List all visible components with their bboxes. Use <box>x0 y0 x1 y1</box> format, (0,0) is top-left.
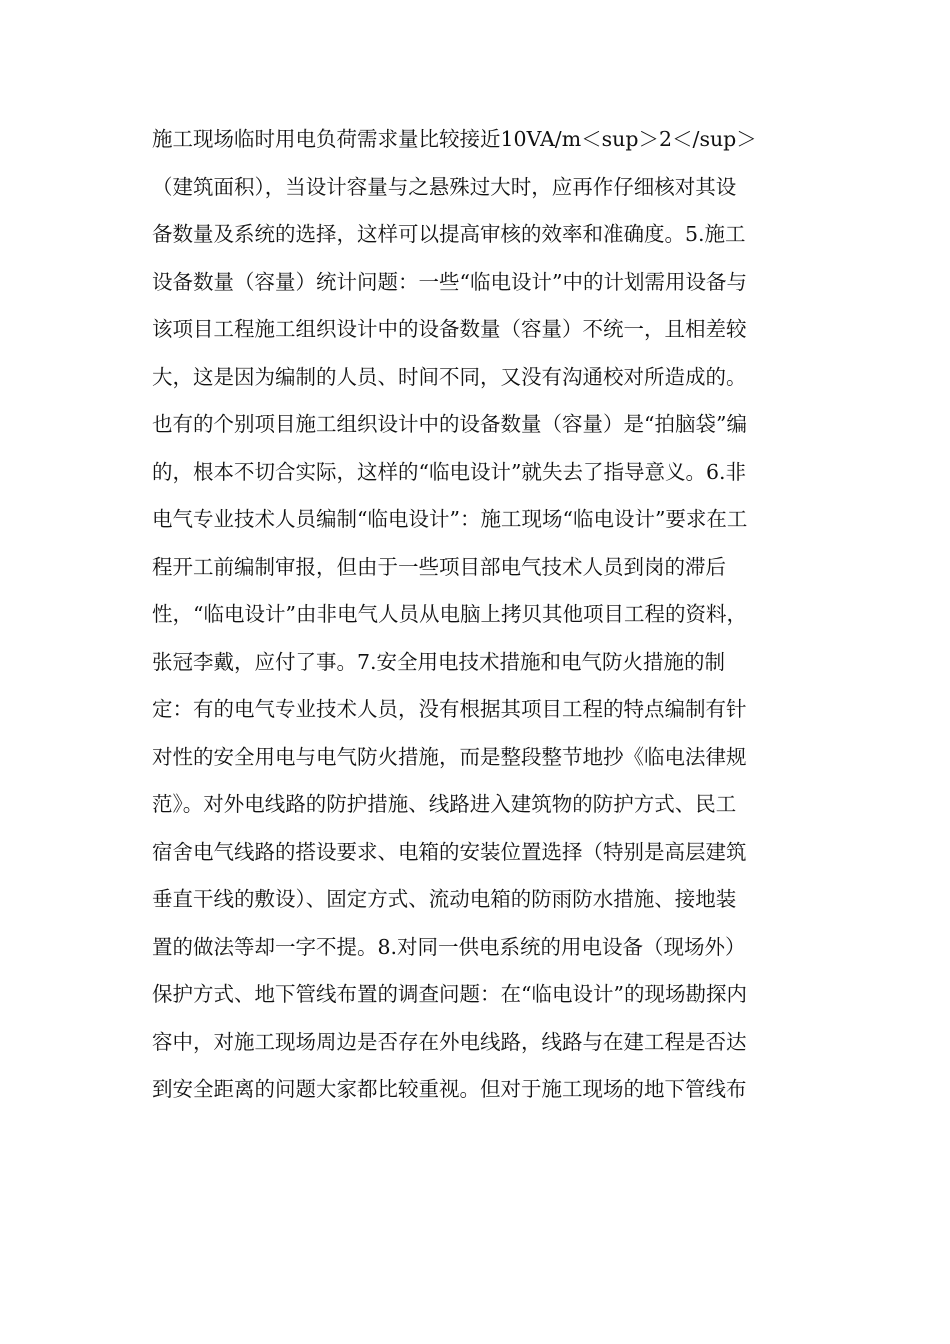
text-line: 范》。对外电线路的防护措施、线路进入建筑物的防护方式、民工 <box>152 792 737 816</box>
text-line: 电气专业技术人员编制“临电设计”：施工现场“临电设计”要求在工 <box>152 507 748 531</box>
text-line: 到安全距离的问题大家都比较重视。但对于施工现场的地下管线布 <box>152 1077 747 1101</box>
text-line: 垂直干线的敷设）、固定方式、流动电箱的防雨防水措施、接地装 <box>152 887 737 911</box>
text-line: 大，这是因为编制的人员、时间不同，又没有沟通校对所造成的。 <box>152 364 747 389</box>
text-line: 施工现场临时用电负荷需求量比较接近10VA/m＜sup＞2＜/sup＞ <box>152 127 757 151</box>
text-line: 置的做法等却一字不提。8.对同一供电系统的用电设备（现场外） <box>152 934 746 959</box>
text-line: 定：有的电气专业技术人员，没有根据其项目工程的特点编制有针 <box>152 697 747 721</box>
text-line: 张冠李戴，应付了事。7.安全用电技术措施和电气防火措施的制 <box>152 649 726 674</box>
text-line: （建筑面积），当设计容量与之悬殊过大时，应再作仔细核对其设 <box>152 174 737 199</box>
text-line: 也有的个别项目施工组织设计中的设备数量（容量）是“拍脑袋”编 <box>152 412 747 436</box>
text-line: 容中，对施工现场周边是否存在外电线路，线路与在建工程是否达 <box>152 1029 747 1054</box>
text-line: 保护方式、地下管线布置的调查问题：在“临电设计”的现场勘探内 <box>152 982 747 1006</box>
text-line: 该项目工程施工组织设计中的设备数量（容量）不统一，且相差较 <box>152 317 747 341</box>
text-line: 设备数量（容量）统计问题：一些“临电设计”中的计划需用设备与 <box>152 269 747 294</box>
text-line: 宿舍电气线路的搭设要求、电箱的安装位置选择（特别是高层建筑 <box>152 839 747 864</box>
text-line: 对性的安全用电与电气防火措施，而是整段整节地抄《临电法律规 <box>152 744 747 769</box>
text-line: 程开工前编制审报，但由于一些项目部电气技术人员到岗的滞后 <box>152 554 726 579</box>
body-text <box>152 116 812 1114</box>
text-line: 的，根本不切合实际，这样的“临电设计”就失去了指导意义。6.非 <box>152 459 747 484</box>
text-line: 备数量及系统的选择，这样可以提高审核的效率和准确度。5.施工 <box>152 222 746 246</box>
text-line: 性，“临电设计”由非电气人员从电脑上拷贝其他项目工程的资料， <box>152 602 747 626</box>
